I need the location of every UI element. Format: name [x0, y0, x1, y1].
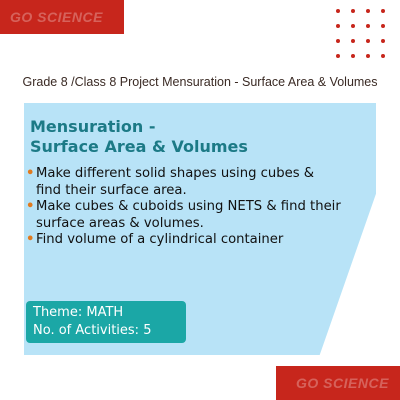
card-title-line-2: Surface Area & Volumes [30, 137, 248, 156]
dot [351, 9, 355, 13]
dot [381, 39, 385, 43]
list-item [26, 199, 374, 232]
list-item [26, 166, 374, 199]
theme-badge [26, 301, 186, 343]
brand-watermark-bottom: GO SCIENCE [296, 375, 389, 391]
activity-list [26, 166, 374, 249]
dot [366, 24, 370, 28]
list-item-line-1: Find volume of a cylindrical container [36, 232, 284, 247]
dot [351, 39, 355, 43]
card-title [30, 117, 248, 157]
top-brand-banner [0, 0, 124, 34]
dot [366, 9, 370, 13]
dot [381, 9, 385, 13]
dot [351, 54, 355, 58]
dot [336, 24, 340, 28]
product-title: Grade 8 /Class 8 Project Mensuration - Surface Area & Volumes [22, 75, 378, 89]
list-item-line-1: Make different solid shapes using cubes & [36, 166, 315, 181]
list-item [26, 232, 374, 249]
dot [381, 24, 385, 28]
list-item-line-1: Make cubes & cuboids using NETS & find their [36, 199, 341, 214]
activities-count: No. of Activities: 5 [33, 323, 152, 338]
dot [366, 39, 370, 43]
card-title-line-1: Mensuration - [30, 117, 156, 136]
decorative-dot-grid [336, 9, 388, 65]
bullet-icon: • [26, 199, 35, 214]
bullet-icon: • [26, 232, 35, 247]
dot [336, 9, 340, 13]
list-item-line-2: surface areas & volumes. [36, 215, 204, 231]
bottom-brand-banner [276, 366, 400, 400]
brand-watermark-top: GO SCIENCE [10, 9, 103, 25]
dot [366, 54, 370, 58]
list-item-line-2: find their surface area. [36, 182, 187, 198]
dot [336, 39, 340, 43]
bullet-icon: • [26, 166, 35, 181]
dot [381, 54, 385, 58]
theme-label: Theme: MATH [33, 305, 124, 320]
dot [336, 54, 340, 58]
dot [351, 24, 355, 28]
